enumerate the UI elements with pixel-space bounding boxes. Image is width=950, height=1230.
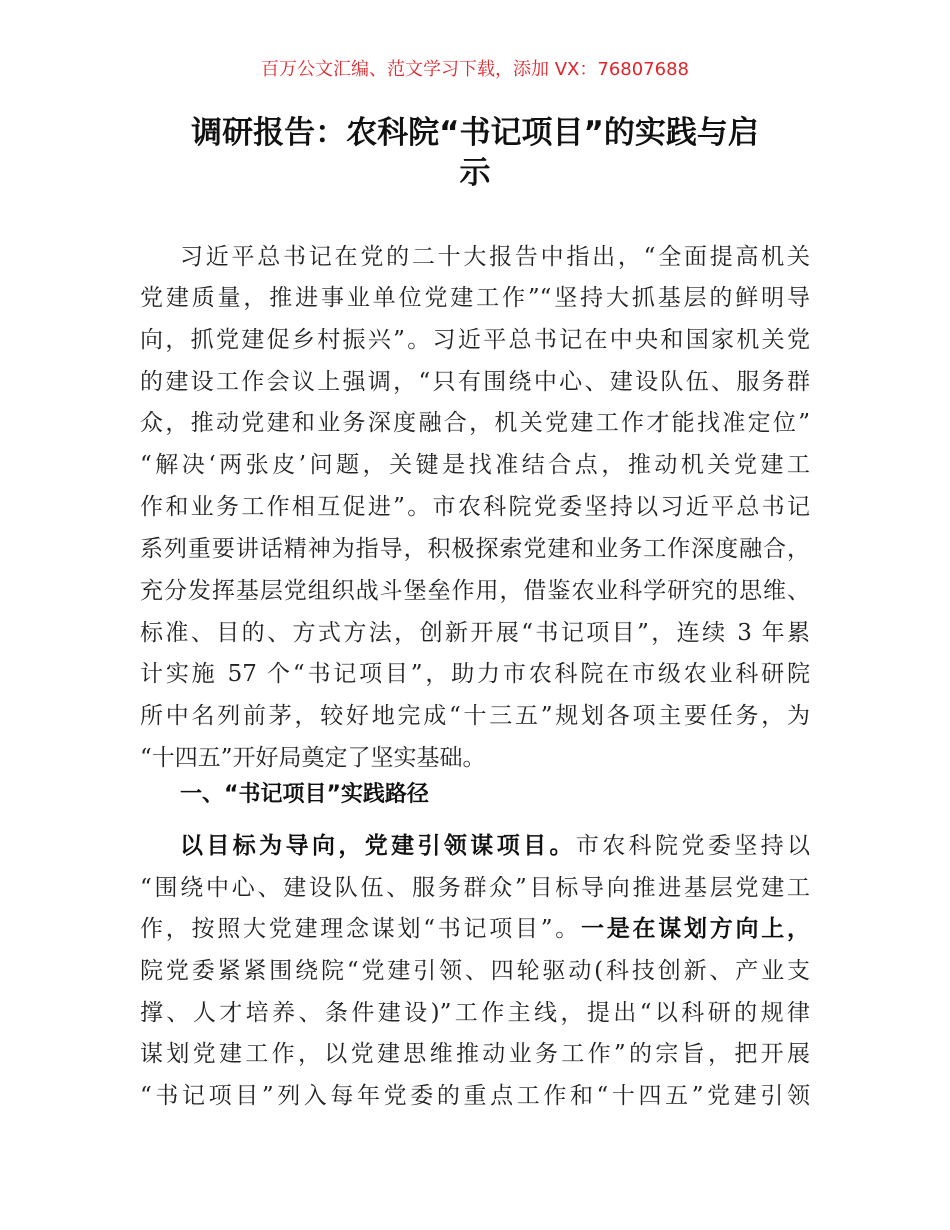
text-line: 标准、目的、方式方法，创新开展“书记项目”，连续 3 年累 [140, 620, 810, 646]
bold-lead: 以目标为导向，党建引领谋项目。 [180, 833, 576, 859]
document-title-line-2: 示 [459, 155, 491, 191]
text-line: 作和业务工作相互促进”。市农科院党委坚持以习近平总书记 [140, 494, 810, 520]
text-line: 院党委紧紧围绕院“党建引领、四轮驱动(科技创新、产业支 [140, 958, 810, 984]
text-line: “解决‘两张皮’问题，关键是找准结合点，推动机关党建工 [140, 452, 810, 478]
text-line: 众，推动党建和业务深度融合，机关党建工作才能找准定位” [140, 410, 810, 436]
text-line: 系列重要讲话精神为指导，积极探索党建和业务工作深度融合， [140, 536, 810, 562]
text-line: 谋划党建工作，以党建思维推动业务工作”的宗旨，把开展 [140, 1041, 810, 1067]
text-line: 所中名列前茅，较好地完成“十三五”规划各项主要任务，为 [140, 703, 810, 729]
text-line: “围绕中心、建设队伍、服务群众”目标导向推进基层党建工 [140, 875, 810, 901]
text-line [140, 914, 810, 944]
text-line: “十四五”开好局奠定了坚实基础。 [140, 745, 486, 771]
text-line: 撑、人才培养、条件建设)”工作主线，提出“以科研的规律 [140, 1000, 810, 1026]
text-span: 作，按照大党建理念谋划“书记项目”。 [140, 916, 581, 942]
text-line [180, 831, 810, 861]
document-title-line-1: 调研报告：农科院“书记项目”的实践与启 [191, 115, 759, 151]
text-line: 党建质量，推进事业单位党建工作”“坚持大抓基层的鲜明导 [140, 285, 810, 311]
text-line: “书记项目”列入每年党委的重点工作和“十四五”党建引领 [140, 1083, 810, 1109]
text-span: 市农科院党委坚持以 [575, 833, 811, 859]
text-line: 充分发挥基层党组织战斗堡垒作用，借鉴农业科学研究的思维、 [140, 578, 810, 604]
section-heading: 一、“书记项目”实践路径 [180, 782, 429, 807]
text-line: 向，抓党建促乡村振兴”。习近平总书记在中央和国家机关党 [140, 327, 810, 353]
bold-lead: 一是在谋划方向上， [581, 916, 810, 942]
watermark-header: 百万公文汇编、范文学习下载，添加 VX：76807688 [261, 59, 689, 80]
text-line: 计实施 57 个“书记项目”，助力市农科院在市级农业科研院 [140, 661, 810, 687]
text-line: 习近平总书记在党的二十大报告中指出，“全面提高机关 [180, 244, 810, 270]
text-line: 的建设工作会议上强调，“只有围绕中心、建设队伍、服务群 [140, 369, 810, 395]
